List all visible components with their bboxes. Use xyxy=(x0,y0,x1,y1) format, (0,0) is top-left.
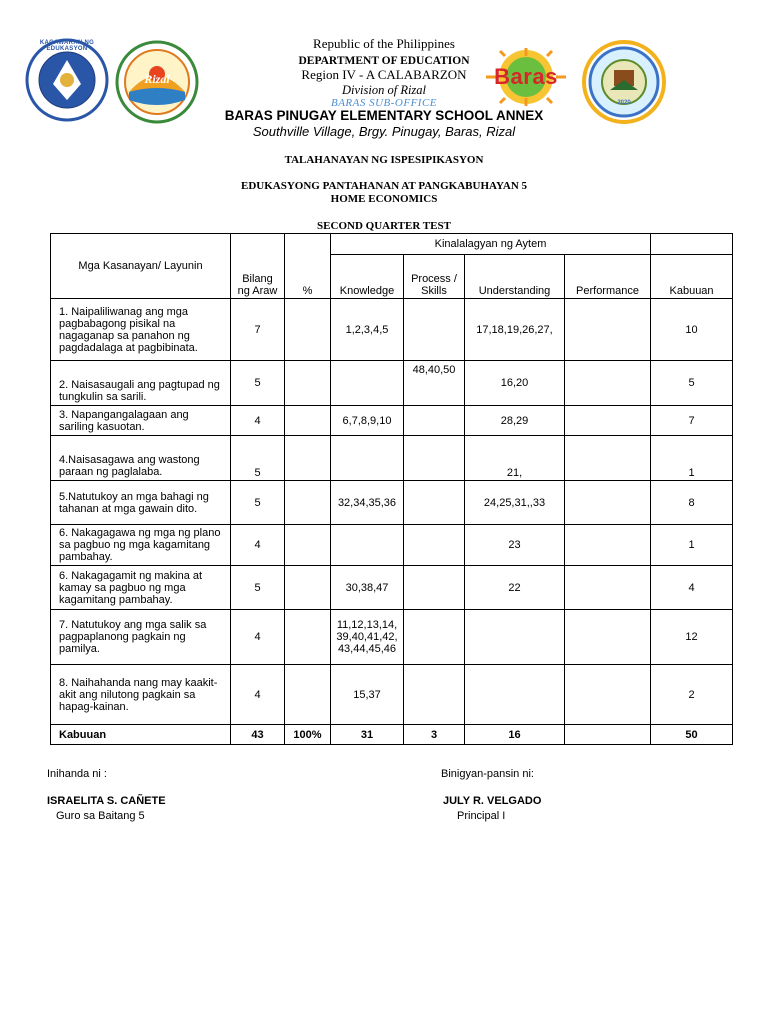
row-percent xyxy=(285,665,331,725)
row-performance xyxy=(565,361,651,406)
row-days: 5 xyxy=(231,566,285,610)
row-knowledge: 11,12,13,14,39,40,41,42,43,44,45,46 xyxy=(331,610,404,665)
row-percent xyxy=(285,525,331,566)
prepared-by-name: ISRAELITA S. CAÑETE xyxy=(47,795,166,807)
row-process xyxy=(404,665,465,725)
row-understanding: 28,29 xyxy=(465,406,565,436)
row-performance xyxy=(565,481,651,525)
table-row xyxy=(51,665,733,725)
total-process: 3 xyxy=(404,725,465,745)
row-performance xyxy=(565,299,651,361)
row-process: 48,40,50 xyxy=(404,361,465,406)
row-percent xyxy=(285,299,331,361)
row-process xyxy=(404,299,465,361)
total-performance xyxy=(565,725,651,745)
region-line: Region IV - A CALABARZON xyxy=(301,67,467,82)
row-process xyxy=(404,566,465,610)
noted-by-name: JULY R. VELGADO xyxy=(443,795,542,807)
row-knowledge: 32,34,35,36 xyxy=(331,481,404,525)
row-performance xyxy=(565,406,651,436)
row-total: 2 xyxy=(651,665,733,725)
header-days: Bilang ng Araw xyxy=(231,234,285,299)
row-knowledge: 15,37 xyxy=(331,665,404,725)
row-total: 1 xyxy=(651,525,733,566)
row-days: 4 xyxy=(231,610,285,665)
table-row xyxy=(51,481,733,525)
republic-line: Republic of the Philippines xyxy=(313,36,455,51)
table-row xyxy=(51,436,733,481)
row-objective: 7. Natutukoy ang mga salik sa pagpaplanong pagkain ng pamilya. xyxy=(51,610,231,665)
header-understanding: Understanding xyxy=(465,255,565,299)
row-days: 4 xyxy=(231,406,285,436)
row-performance xyxy=(565,566,651,610)
row-percent xyxy=(285,436,331,481)
row-total: 10 xyxy=(651,299,733,361)
subject-subtitle: HOME ECONOMICS xyxy=(330,193,438,205)
header-knowledge: Knowledge xyxy=(331,255,404,299)
table-row xyxy=(51,610,733,665)
row-days: 4 xyxy=(231,665,285,725)
row-understanding: 21, xyxy=(465,436,565,481)
row-percent xyxy=(285,406,331,436)
row-knowledge: 1,2,3,4,5 xyxy=(331,299,404,361)
row-percent xyxy=(285,481,331,525)
row-process xyxy=(404,610,465,665)
header-item-placement: Kinalalagyan ng Aytem xyxy=(331,234,651,255)
total-understanding: 16 xyxy=(465,725,565,745)
row-understanding: 22 xyxy=(465,566,565,610)
row-total: 12 xyxy=(651,610,733,665)
row-objective: 5.Natutukoy an mga bahagi ng tahanan at mga gawain dito. xyxy=(51,481,231,525)
school-name: BARAS PINUGAY ELEMENTARY SCHOOL ANNEX xyxy=(224,108,544,123)
total-days: 43 xyxy=(231,725,285,745)
row-objective: 8. Naihahanda nang may kaakit-akit ang nilutong pagkain sa hapag-kainan. xyxy=(51,665,231,725)
baras-logo-text: Baras xyxy=(494,64,558,89)
table-total-row xyxy=(51,725,733,745)
sub-office-line: BARAS SUB-OFFICE xyxy=(330,97,438,109)
table-row xyxy=(51,361,733,406)
row-knowledge: 30,38,47 xyxy=(331,566,404,610)
row-process xyxy=(404,436,465,481)
row-days: 5 xyxy=(231,481,285,525)
row-percent xyxy=(285,361,331,406)
table-header-row xyxy=(51,234,733,255)
total-label: Kabuuan xyxy=(51,725,231,745)
row-objective: 1. Naipaliliwanag ang mga pagbabagong pisikal na nagaganap sa panahon ng pagdadalaga at pagbibinata. xyxy=(51,299,231,361)
noted-by-label: Binigyan-pansin ni: xyxy=(441,768,534,780)
row-days: 4 xyxy=(231,525,285,566)
header-blank xyxy=(651,234,733,255)
row-total: 5 xyxy=(651,361,733,406)
row-percent xyxy=(285,566,331,610)
row-total: 7 xyxy=(651,406,733,436)
header-objectives: Mga Kasanayan/ Layunin xyxy=(51,234,231,299)
row-objective: 4.Naisasagawa ang wastong paraan ng paglalaba. xyxy=(51,436,231,481)
table-row xyxy=(51,566,733,610)
row-objective: 6. Nakagagamit ng makina at kamay sa pagbuo ng mga kagamitang pambahay. xyxy=(51,566,231,610)
row-objective: 2. Naisasaugali ang pagtupad ng tungkulin sa sarili. xyxy=(51,361,231,406)
header-process: Process / Skills xyxy=(404,255,465,299)
table-row xyxy=(51,406,733,436)
row-days: 7 xyxy=(231,299,285,361)
row-knowledge xyxy=(331,525,404,566)
division-line: Division of Rizal xyxy=(341,83,427,97)
row-percent xyxy=(285,610,331,665)
total-total: 50 xyxy=(651,725,733,745)
row-process xyxy=(404,481,465,525)
row-performance xyxy=(565,436,651,481)
row-days: 5 xyxy=(231,361,285,406)
row-knowledge xyxy=(331,361,404,406)
school-seal-year: 2020 xyxy=(617,100,631,106)
rizal-logo-text: Rizal xyxy=(144,72,170,86)
specification-table xyxy=(50,233,733,745)
row-objective: 6. Nakagagawa ng mga ng plano sa pagbuo ng mga kagamitang pambahay. xyxy=(51,525,231,566)
school-address: Southville Village, Brgy. Pinugay, Baras, Rizal xyxy=(252,124,516,139)
row-understanding xyxy=(465,610,565,665)
row-total: 8 xyxy=(651,481,733,525)
row-understanding xyxy=(465,665,565,725)
row-understanding: 17,18,19,26,27, xyxy=(465,299,565,361)
row-understanding: 24,25,31,,33 xyxy=(465,481,565,525)
total-percent: 100% xyxy=(285,725,331,745)
row-process xyxy=(404,525,465,566)
header-total: Kabuuan xyxy=(651,255,733,299)
row-knowledge: 6,7,8,9,10 xyxy=(331,406,404,436)
row-performance xyxy=(565,525,651,566)
subject-title: EDUKASYONG PANTAHANAN AT PANGKABUHAYAN 5 xyxy=(240,180,528,192)
row-objective: 3. Napangangalagaan ang sariling kasuotan. xyxy=(51,406,231,436)
row-total: 1 xyxy=(651,436,733,481)
noted-by-title: Principal I xyxy=(457,810,506,822)
doc-title: TALAHANAYAN NG ISPESIPIKASYON xyxy=(284,154,484,166)
prepared-by-label: Inihanda ni : xyxy=(47,768,107,780)
row-understanding: 23 xyxy=(465,525,565,566)
table-row xyxy=(51,299,733,361)
row-knowledge xyxy=(331,436,404,481)
department-line: DEPARTMENT OF EDUCATION xyxy=(298,55,470,67)
test-title: SECOND QUARTER TEST xyxy=(317,220,451,232)
row-process xyxy=(404,406,465,436)
row-performance xyxy=(565,665,651,725)
row-total: 4 xyxy=(651,566,733,610)
row-days: 5 xyxy=(231,436,285,481)
table-row xyxy=(51,525,733,566)
row-understanding: 16,20 xyxy=(465,361,565,406)
prepared-by-title: Guro sa Baitang 5 xyxy=(56,810,145,822)
deped-seal-text: KAGAWARAN NG EDUKASYON xyxy=(39,40,95,52)
header-performance: Performance xyxy=(565,255,651,299)
row-performance xyxy=(565,610,651,665)
header-percent: % xyxy=(285,234,331,299)
total-knowledge: 31 xyxy=(331,725,404,745)
